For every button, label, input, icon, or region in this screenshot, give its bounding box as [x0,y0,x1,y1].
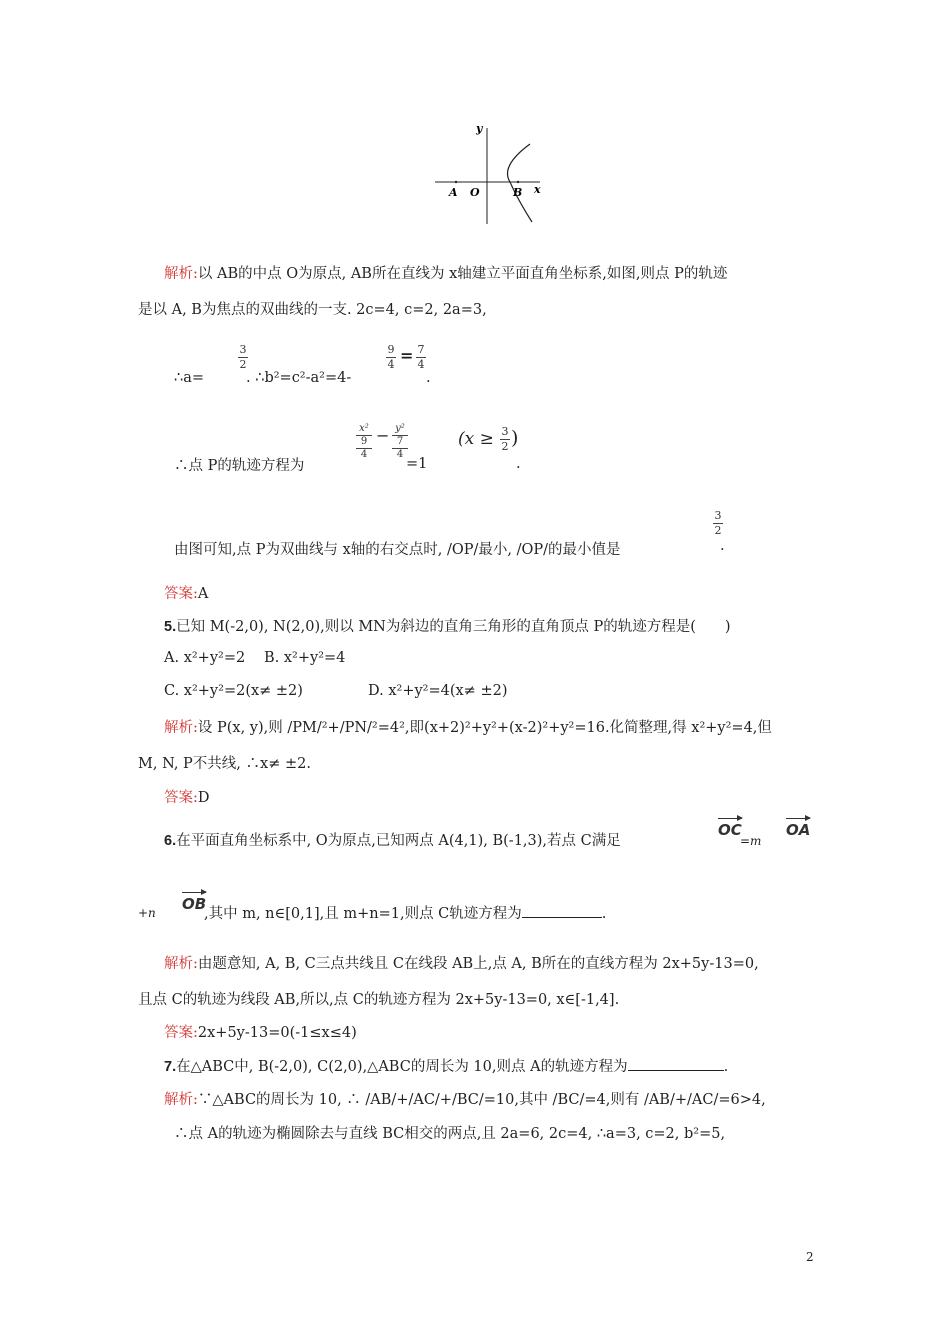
q5-answer [164,786,210,807]
q5-solution-line-1 [164,716,772,737]
q6-blank[interactable] [522,903,602,918]
analysis-line-2: 是以 A, B为焦点的双曲线的一支. 2c=4, c=2, 2a=3, [138,302,487,318]
eq2-equals-one: =1 [406,456,428,472]
term-x-squared: x² 9 4 [356,424,372,460]
vector-oa: OA [786,818,810,839]
question-7-number: 7. [164,1059,177,1075]
eq-b-squared: . ∴b²=c²-a²=4- [246,370,352,386]
eq2-condition-close: ) [511,427,519,449]
option-a: A. x²+y²=2 [164,650,246,666]
analysis-label: 解析: [164,266,198,282]
q7-solution-line-1 [164,1088,766,1109]
analysis-text: 以 AB的中点 O为原点, AB所在直线为 x轴建立平面直角坐标系,如图,则点 P的轨迹 [197,266,728,282]
q6-answer-value: 2x+5y-13=0(-1≤x≤4) [197,1025,357,1041]
question-6-text: 在平面直角坐标系中, O为原点,已知两点 A(4,1), B(-1,3),若点 C满足 [176,833,621,849]
answer-4 [164,582,208,603]
a-label: A [449,186,458,199]
q5-answer-value: D [197,790,210,806]
eq2-minus: − [376,426,390,445]
page-number: 2 [806,1250,814,1264]
min-value-end: . [720,538,725,554]
option-b: B. x²+y²=4 [264,650,346,666]
analysis-line-1 [164,262,727,283]
q7-blank[interactable] [628,1056,724,1071]
option-c: C. x²+y²=2(x≠ ±2) [164,683,303,699]
frac-seven-fourths: 7 4 [417,343,425,371]
question-5-text: 已知 M(-2,0), N(2,0),则以 MN为斜边的直角三角形的直角顶点 P的轨迹方程是( ) [176,619,731,635]
q5-solution-text: 设 P(x, y),则 /PM/²+/PN/²=4²,即(x+2)²+y²+(x-2)²+y²=16.化简整理,得 x²+y²=4,但 [197,720,772,736]
y-label: y [476,122,483,135]
point-a [455,181,457,183]
question-7-text: 在△ABC中, B(-2,0), C(2,0),△ABC的周长为 10,则点 A的轨迹方程为 [176,1059,628,1075]
q6-answer [164,1021,357,1042]
question-5 [164,615,731,636]
term-y-squared: y² 7 4 [392,424,408,460]
q7-solution-label: 解析: [164,1092,198,1108]
option-d: D. x²+y²=4(x≠ ±2) [368,683,508,699]
min-value-text: 由图可知,点 P为双曲线与 x轴的右交点时, /OP/最小, /OP/的最小值是 [174,542,621,558]
vector-oc: OC [718,818,742,839]
frac-a: 3 2 [239,343,247,371]
eq2-condition-open: (x ≥ [458,429,494,449]
q5-answer-label: 答案: [164,790,198,806]
answer-label: 答案: [164,586,198,602]
eq-equals: = [400,346,414,365]
min-value-frac: 3 2 [714,509,722,537]
eq2-condition-frac: 3 2 [501,425,509,453]
o-label: O [470,186,480,199]
question-6 [164,829,621,850]
hyperbola-figure [430,118,550,230]
q6-answer-label: 答案: [164,1025,198,1041]
question-6-number: 6. [164,833,177,849]
eq-a-label: ∴a= [174,370,205,386]
hyperbola-branch [508,144,533,222]
q6-solution-line-1 [164,952,759,973]
q6-text-2: ,其中 m, n∈[0,1],且 m+n=1,则点 C轨迹方程为 . [204,902,606,923]
point-b [517,181,519,183]
frac-nine-fourths: 9 4 [387,343,395,371]
question-5-number: 5. [164,619,177,635]
q6-eq-m: =m [740,834,762,848]
eq2-end: . [516,456,521,472]
q6-solution-label: 解析: [164,956,198,972]
q6-solution-text: 由题意知, A, B, C三点共线且 C在线段 AB上,点 A, B所在的直线方程为 2x+5y-13=0, [197,956,759,972]
answer-value: A [197,586,209,602]
q6-solution-line-2: 且点 C的轨迹为线段 AB,所以,点 C的轨迹方程为 2x+5y-13=0, x∈[-1,4]. [138,992,620,1008]
vector-ob: OB [182,892,206,913]
q5-solution-label: 解析: [164,720,198,736]
b-label: B [513,186,523,199]
x-label: x [534,183,541,196]
q5-solution-line-2: M, N, P不共线, ∴x≠ ±2. [138,756,311,772]
question-7: 7.在△ABC中, B(-2,0), C(2,0),△ABC的周长为 10,则点 A的轨迹方程为 . [164,1055,728,1076]
q7-solution-text: ∵△ABC的周长为 10, ∴ /AB/+/AC/+/BC/=10,其中 /BC/=4,则有 /AB/+/AC/=6>4, [197,1092,766,1108]
q7-solution-line-2: ∴点 A的轨迹为椭圆除去与直线 BC相交的两点,且 2a=6, 2c=4, ∴a=3, c=2, b²=5, [174,1126,726,1142]
eq2-text: ∴点 P的轨迹方程为 [174,458,305,474]
eq-end: . [426,370,431,386]
q6-plus-n: +n [138,906,156,920]
